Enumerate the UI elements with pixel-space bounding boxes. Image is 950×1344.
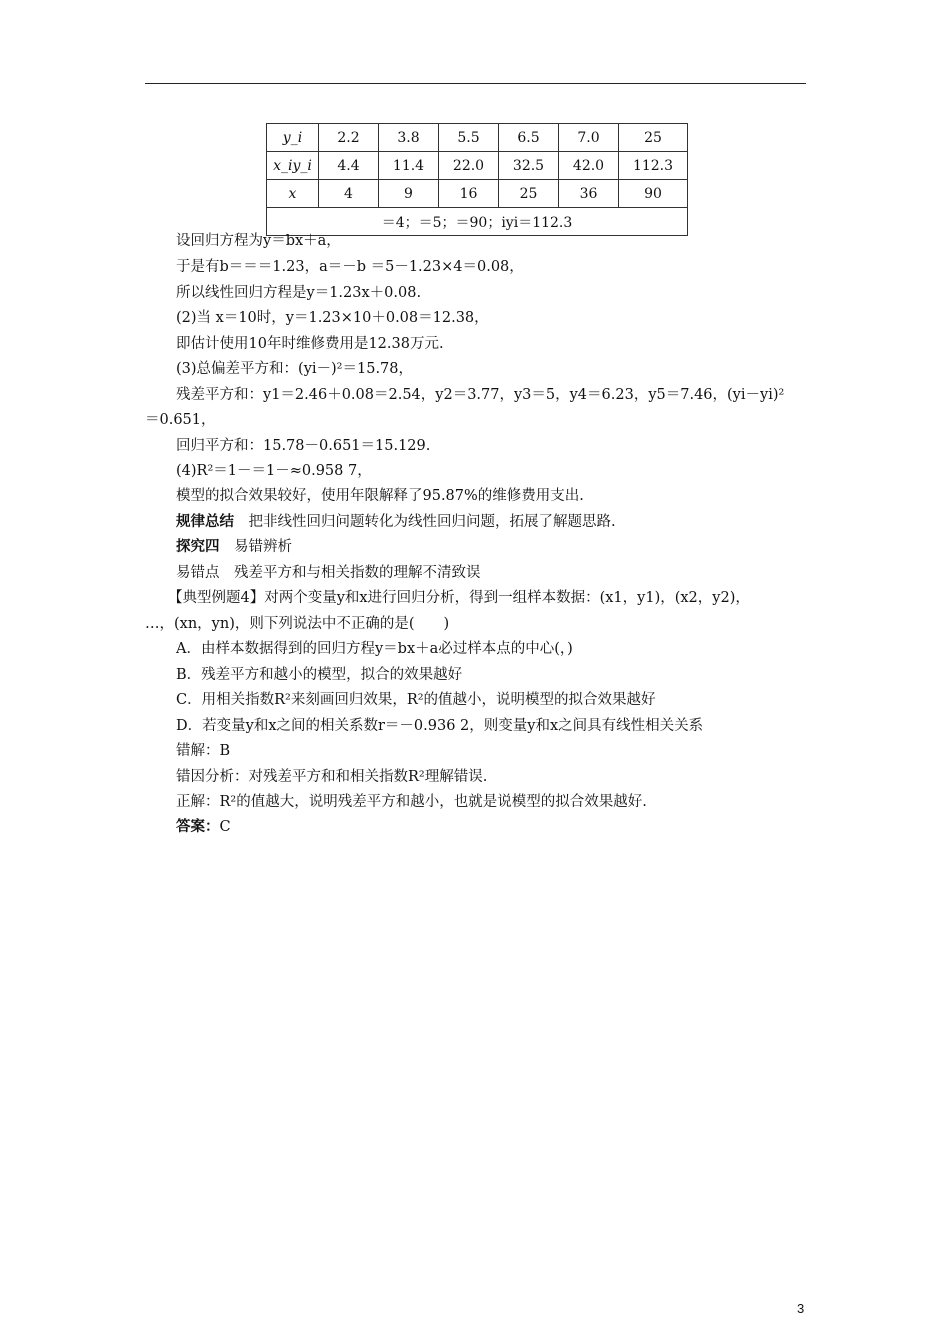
table-cell: 4 [319, 180, 379, 208]
option-c: C．用相关指数R²来刻画回归效果，R²的值越小，说明模型的拟合效果越好 [176, 692, 656, 708]
text-line: (2)当 x＝10时，y＝1.23×10＋0.08＝12.38， [176, 310, 489, 326]
table-cell: 36 [559, 180, 619, 208]
table-cell: 90 [619, 180, 688, 208]
answer-label: 答案： [176, 818, 220, 835]
table-cell: 42.0 [559, 152, 619, 180]
row-header: x_iy_i [267, 152, 319, 180]
table-cell: 25 [619, 124, 688, 152]
row-header: x [267, 180, 319, 208]
text-line: 错解：B [176, 743, 231, 759]
text-line: (3)总偏差平方和：(yi－)²＝15.78， [176, 361, 414, 377]
table-cell: 22.0 [439, 152, 499, 180]
text-line: 即估计使用10年时维修费用是12.38万元. [176, 336, 444, 352]
text-line: 于是有b＝＝＝1.23，a＝－b ＝5－1.23×4＝0.08， [176, 259, 524, 275]
section-label: 探究四 [176, 538, 220, 555]
section-text: 把非线性回归问题转化为线性回归问题，拓展了解题思路. [248, 514, 616, 530]
section-text: 易错辨析 [234, 539, 292, 555]
table-cell: 2.2 [319, 124, 379, 152]
table-cell: 25 [499, 180, 559, 208]
text-line: 设回归方程为y＝bx＋a， [176, 233, 341, 249]
data-table [266, 123, 688, 236]
header-rule [145, 83, 806, 84]
option-b: B．残差平方和越小的模型，拟合的效果越好 [176, 667, 463, 683]
table-row [267, 152, 688, 180]
table-summary: ＝4；＝5；＝90；iyi＝112.3 [267, 208, 688, 236]
option-d: D．若变量y和x之间的相关系数r＝－0.936 2，则变量y和x之间具有线性相关关系 [176, 718, 704, 734]
text-line: 残差平方和：y1＝2.46＋0.08＝2.54，y2＝3.77，y3＝5，y4＝6.23，y5＝7.46，(yi－yi)² [176, 387, 785, 403]
text-line: 所以线性回归方程是y＝1.23x＋0.08. [176, 285, 422, 301]
option-a: A．由样本数据得到的回归方程y＝bx＋a必过样本点的中心(，) [176, 641, 573, 657]
answer-line [176, 817, 231, 837]
table-cell: 4.4 [319, 152, 379, 180]
answer-value: C [219, 819, 231, 835]
table-row [267, 124, 688, 152]
table-row [267, 180, 688, 208]
table-cell: 5.5 [439, 124, 499, 152]
table-cell: 6.5 [499, 124, 559, 152]
table-cell: 112.3 [619, 152, 688, 180]
table-cell: 11.4 [379, 152, 439, 180]
page-number: 3 [797, 1301, 805, 1316]
table-cell: 16 [439, 180, 499, 208]
text-line: 错因分析：对残差平方和和相关指数R²理解错误. [176, 769, 488, 785]
row-header: y_i [267, 124, 319, 152]
table-cell: 32.5 [499, 152, 559, 180]
text-line: 正解：R²的值越大，说明残差平方和越小，也就是说模型的拟合效果越好. [176, 794, 647, 810]
text-line: 【典型例题4】对两个变量y和x进行回归分析，得到一组样本数据：(x1，y1)，(x2，y2)， [168, 590, 750, 606]
section-label: 规律总结 [176, 513, 234, 530]
text-line: (4)R²＝1－＝1－≈0.958 7， [176, 463, 372, 479]
table-cell: 7.0 [559, 124, 619, 152]
text-line: …，(xn，yn)，则下列说法中不正确的是( ) [145, 616, 450, 632]
text-line: 回归平方和：15.78－0.651＝15.129. [176, 438, 431, 454]
table-cell: 9 [379, 180, 439, 208]
text-line [176, 537, 292, 557]
text-line: ＝0.651， [145, 412, 216, 428]
table-cell: 3.8 [379, 124, 439, 152]
text-line: 易错点 残差平方和与相关指数的理解不清致误 [176, 565, 481, 581]
text-line: 模型的拟合效果较好，使用年限解释了95.87%的维修费用支出. [176, 488, 584, 504]
text-line [176, 512, 616, 532]
